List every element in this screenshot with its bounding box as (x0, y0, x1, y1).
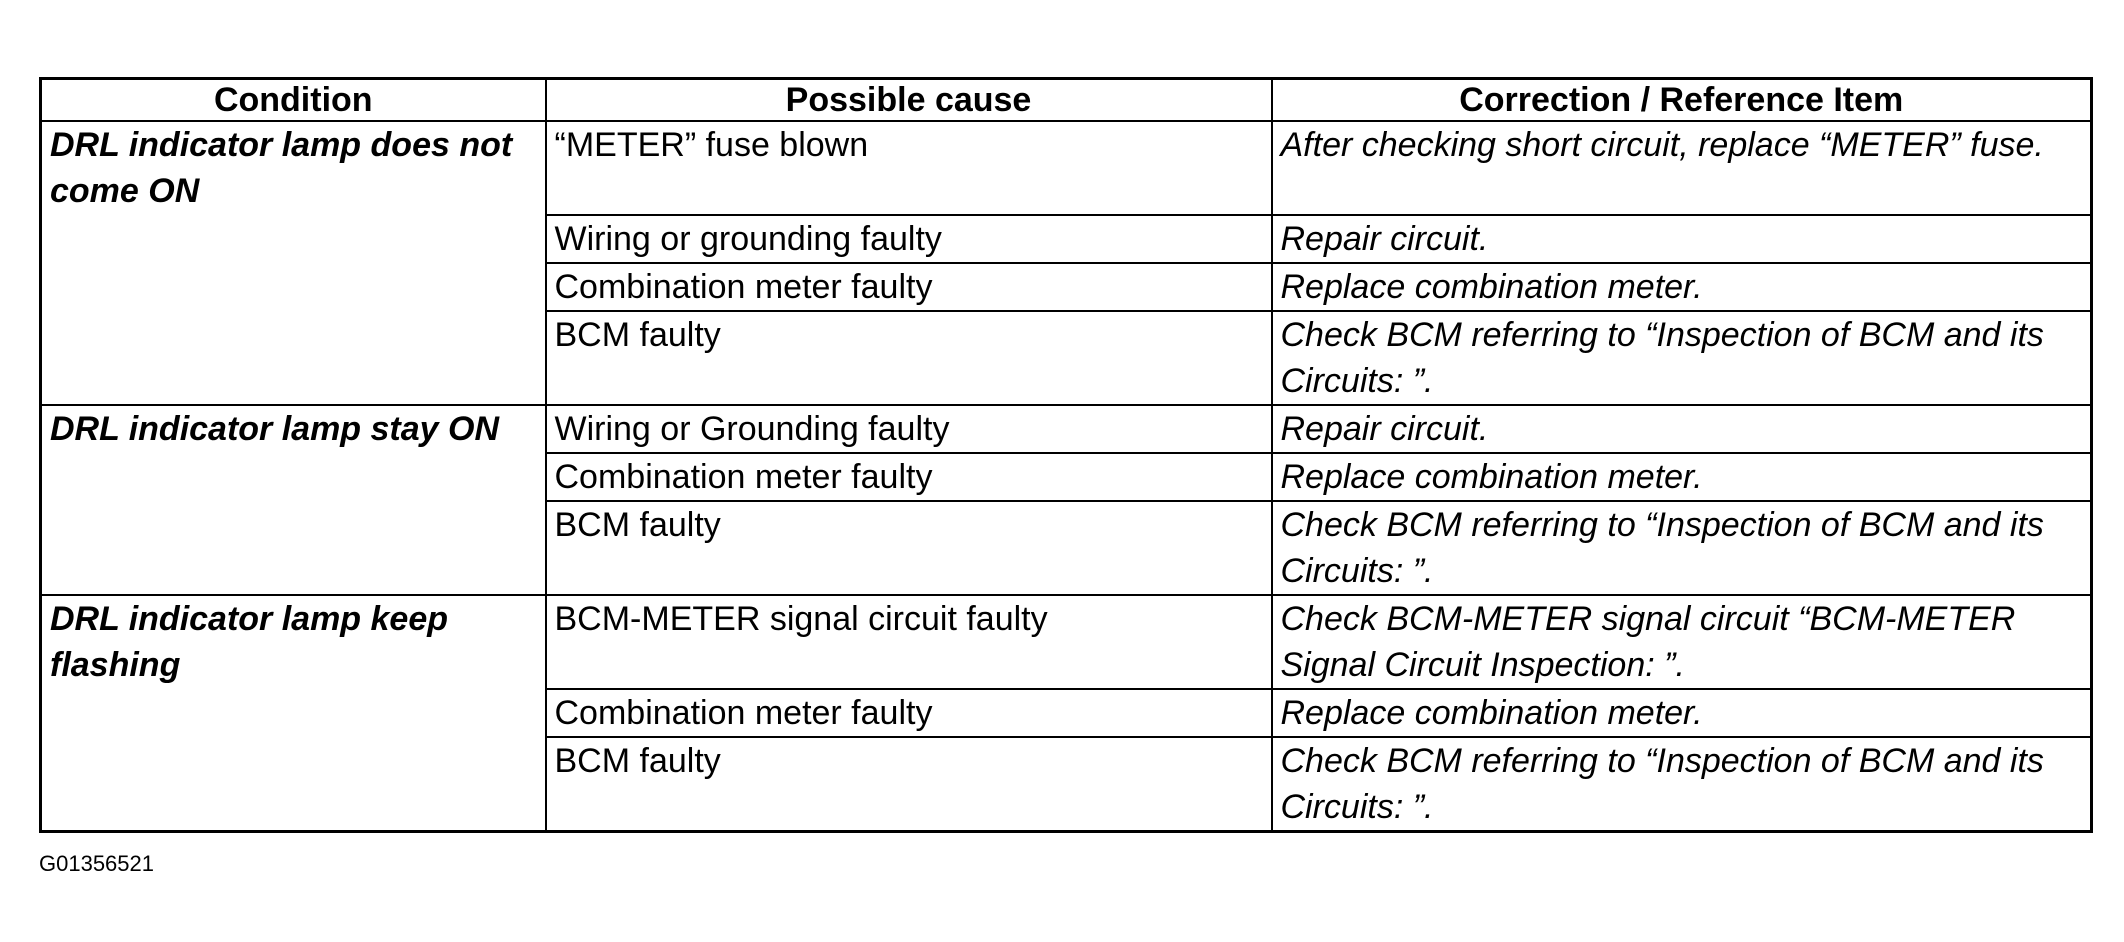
cause-cell: Combination meter faulty (546, 689, 1272, 737)
cause-cell: Combination meter faulty (546, 453, 1272, 501)
correction-cell: Repair circuit. (1272, 405, 2092, 453)
correction-cell: Check BCM referring to “Inspection of BCM and its Circuits: ”. (1272, 737, 2092, 832)
cause-cell: BCM-METER signal circuit faulty (546, 595, 1272, 689)
cause-cell: BCM faulty (546, 737, 1272, 832)
cause-cell: BCM faulty (546, 501, 1272, 595)
header-correction: Correction / Reference Item (1272, 79, 2092, 122)
figure-reference-code: G01356521 (39, 851, 154, 876)
diagnosis-table (39, 77, 2093, 833)
header-possible-cause: Possible cause (546, 79, 1272, 122)
table-row (41, 121, 2092, 215)
cause-cell: “METER” fuse blown (546, 121, 1272, 215)
correction-cell: Check BCM referring to “Inspection of BCM and its Circuits: ”. (1272, 311, 2092, 405)
cause-cell: Wiring or grounding faulty (546, 215, 1272, 263)
correction-cell: Replace combination meter. (1272, 263, 2092, 311)
table-header-row (41, 79, 2092, 122)
correction-cell: Repair circuit. (1272, 215, 2092, 263)
correction-cell: Check BCM referring to “Inspection of BCM and its Circuits: ”. (1272, 501, 2092, 595)
table-row (41, 595, 2092, 689)
cause-cell: Combination meter faulty (546, 263, 1272, 311)
cause-cell: Wiring or Grounding faulty (546, 405, 1272, 453)
correction-cell: After checking short circuit, replace “METER” fuse. (1272, 121, 2092, 215)
condition-cell: DRL indicator lamp keep flashing (41, 595, 546, 832)
header-condition: Condition (41, 79, 546, 122)
condition-cell: DRL indicator lamp stay ON (41, 405, 546, 595)
cause-cell: BCM faulty (546, 311, 1272, 405)
table-row (41, 405, 2092, 453)
condition-cell: DRL indicator lamp does not come ON (41, 121, 546, 405)
correction-cell: Check BCM-METER signal circuit “BCM-METER Signal Circuit Inspection: ”. (1272, 595, 2092, 689)
correction-cell: Replace combination meter. (1272, 689, 2092, 737)
correction-cell: Replace combination meter. (1272, 453, 2092, 501)
